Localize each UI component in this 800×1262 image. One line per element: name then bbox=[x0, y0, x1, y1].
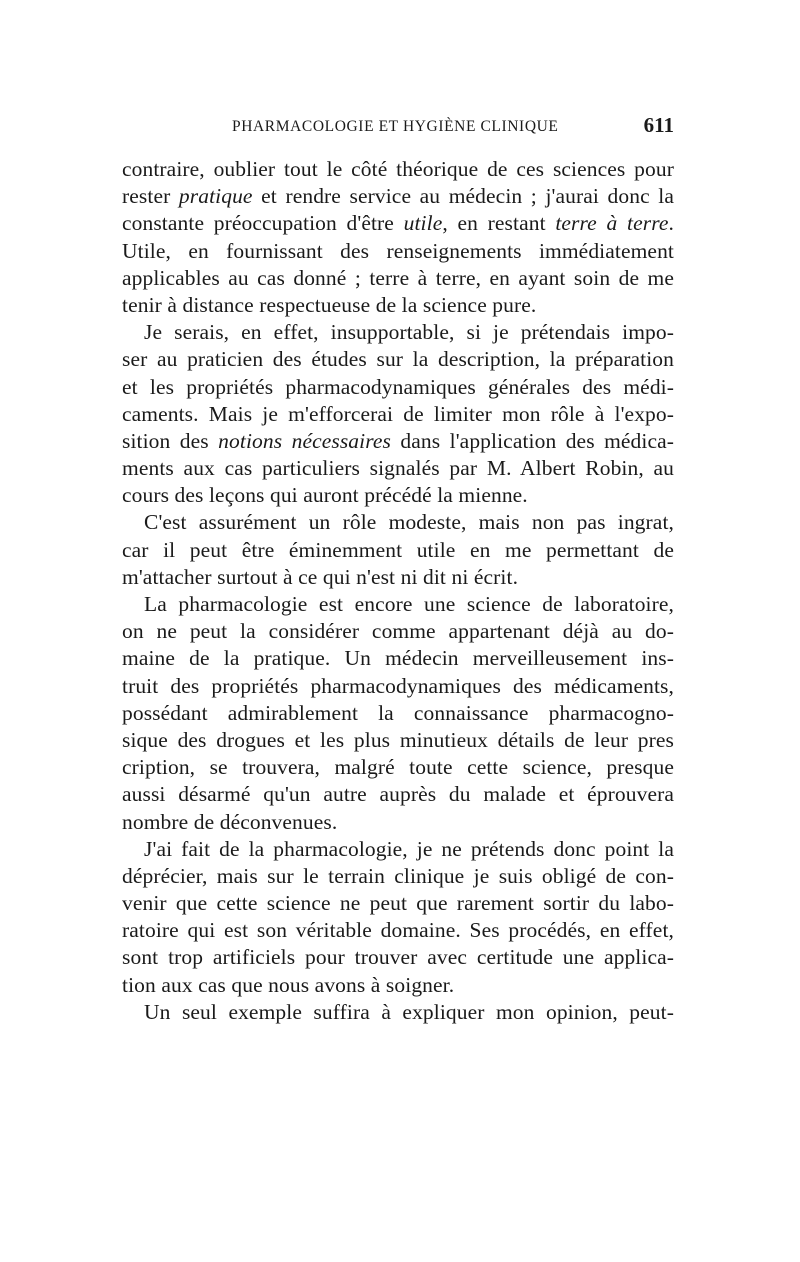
text-run: dans l'application des médica- bbox=[391, 428, 675, 453]
text-line bbox=[122, 917, 674, 944]
text-line bbox=[122, 727, 674, 754]
text-line bbox=[122, 673, 674, 700]
text-run: et rendre service au médecin ; j'aurai donc la bbox=[252, 184, 674, 209]
text-line bbox=[122, 972, 674, 999]
text-run: cription, se trouvera, malgré toute cette science, presque bbox=[122, 755, 674, 780]
text-run: aussi désarmé qu'un autre auprès du malade et éprouvera bbox=[122, 782, 674, 807]
text-run: sique des drogues et les plus minutieux détails de leur pres bbox=[122, 727, 674, 752]
text-run: constante préoccupation d'être bbox=[122, 211, 404, 236]
text-line bbox=[122, 509, 674, 536]
text-run: car il peut être éminemment utile en me permettant de bbox=[122, 537, 674, 562]
text-run: C'est assurément un rôle modeste, mais non pas ingrat, bbox=[144, 510, 674, 535]
text-run: et les propriétés pharmacodynamiques générales des médi- bbox=[122, 374, 674, 399]
text-run: . bbox=[668, 211, 674, 236]
text-run: cours des leçons qui auront précédé la mienne. bbox=[122, 483, 528, 508]
text-run: m'attacher surtout à ce qui n'est ni dit ni écrit. bbox=[122, 564, 519, 589]
text-run: tion aux cas que nous avons à soigner. bbox=[122, 972, 455, 997]
text-line bbox=[122, 265, 674, 292]
text-run: Un seul exemple suffira à expliquer mon opinion, peut- bbox=[144, 999, 674, 1024]
text-run: sont trop artificiels pour trouver avec certitude une applica- bbox=[122, 945, 674, 970]
text-run: déprécier, mais sur le terrain clinique je suis obligé de con- bbox=[122, 863, 674, 888]
text-line bbox=[122, 754, 674, 781]
text-run: rester bbox=[122, 184, 179, 209]
text-run: tenir à distance respectueuse de la science pure. bbox=[122, 292, 537, 317]
text-line bbox=[122, 944, 674, 971]
text-run: , en restant bbox=[442, 211, 556, 236]
text-line bbox=[122, 836, 674, 863]
italic-text: utile bbox=[403, 211, 443, 236]
text-run: on ne peut la considérer comme appartenant déjà au do- bbox=[122, 619, 674, 644]
text-run: ratoire qui est son véritable domaine. Ses procédés, en effet, bbox=[122, 918, 674, 943]
text-line bbox=[122, 999, 674, 1026]
running-head bbox=[122, 110, 674, 144]
text-run: caments. Mais je m'efforcerai de limiter mon rôle à l'expo- bbox=[122, 401, 674, 426]
text-line bbox=[122, 564, 674, 591]
book-page bbox=[122, 110, 674, 1026]
text-line bbox=[122, 482, 674, 509]
text-line bbox=[122, 645, 674, 672]
text-run: applicables au cas donné ; terre à terre, en ayant soin de me bbox=[122, 265, 674, 290]
text-run: J'ai fait de la pharmacologie, je ne prétends donc point la bbox=[144, 836, 674, 861]
running-title: PHARMACOLOGIE ET HYGIÈNE CLINIQUE bbox=[232, 118, 559, 135]
text-run: nombre de déconvenues. bbox=[122, 809, 338, 834]
page-number: 611 bbox=[643, 113, 674, 137]
text-run: maine de la pratique. Un médecin merveilleusement ins- bbox=[122, 646, 674, 671]
body-text bbox=[122, 156, 674, 1026]
text-line bbox=[122, 156, 674, 183]
text-run: Utile, en fournissant des renseignements immédiatement bbox=[122, 238, 674, 263]
text-line bbox=[122, 591, 674, 618]
text-line bbox=[122, 210, 674, 237]
text-line bbox=[122, 346, 674, 373]
text-run: possédant admirablement la connaissance pharmacogno- bbox=[122, 700, 674, 725]
text-line bbox=[122, 238, 674, 265]
text-run: ser au praticien des études sur la description, la préparation bbox=[122, 347, 674, 372]
text-run: venir que cette science ne peut que rarement sortir du labo- bbox=[122, 891, 674, 916]
italic-text: notions nécessaires bbox=[218, 428, 392, 453]
text-line bbox=[122, 319, 674, 346]
text-line bbox=[122, 455, 674, 482]
text-line bbox=[122, 700, 674, 727]
text-line bbox=[122, 781, 674, 808]
text-line bbox=[122, 537, 674, 564]
italic-text: pratique bbox=[178, 184, 253, 209]
text-line bbox=[122, 863, 674, 890]
text-line bbox=[122, 618, 674, 645]
text-line bbox=[122, 428, 674, 455]
text-run: ments aux cas particuliers signalés par M. Albert Robin, au bbox=[122, 456, 674, 481]
text-line bbox=[122, 292, 674, 319]
text-line bbox=[122, 809, 674, 836]
text-line bbox=[122, 374, 674, 401]
text-line bbox=[122, 183, 674, 210]
text-run: sition des bbox=[122, 428, 219, 453]
text-run: La pharmacologie est encore une science de laboratoire, bbox=[144, 592, 674, 616]
text-run: truit des propriétés pharmacodynamiques des médicaments, bbox=[122, 673, 674, 698]
text-run: contraire, oublier tout le côté théorique de ces sciences pour bbox=[122, 157, 674, 181]
text-line bbox=[122, 890, 674, 917]
italic-text: terre à terre bbox=[555, 211, 669, 236]
text-run: Je serais, en effet, insupportable, si je prétendais impo- bbox=[144, 320, 674, 345]
text-line bbox=[122, 401, 674, 428]
